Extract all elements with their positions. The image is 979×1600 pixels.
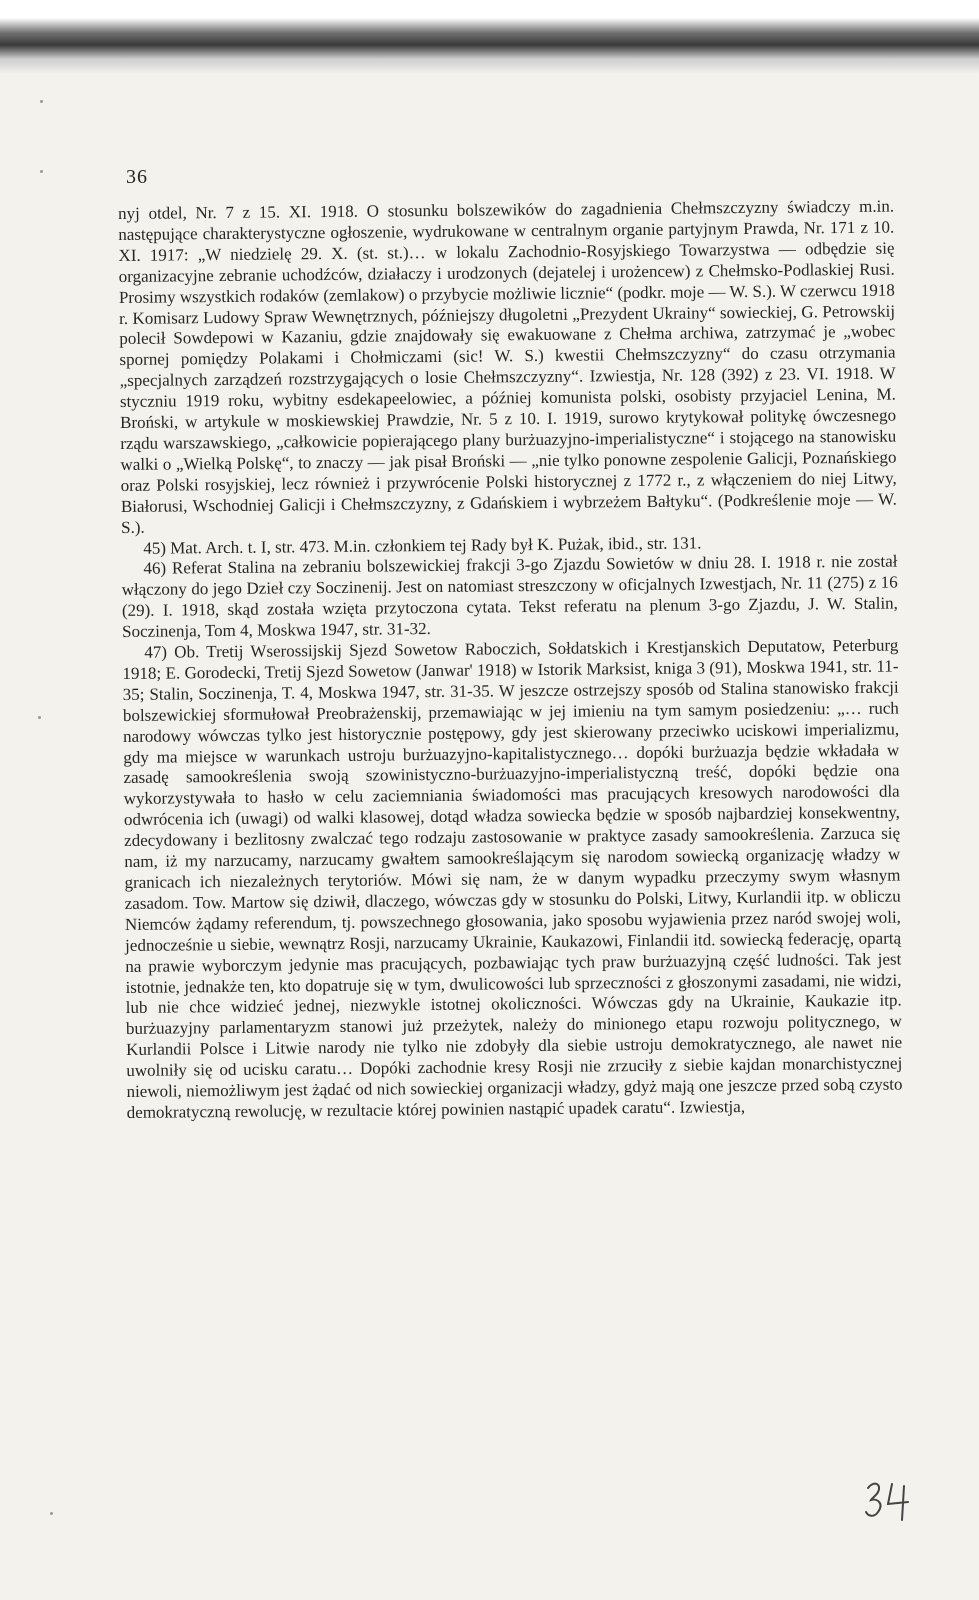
footnote-47: 47) Ob. Tretij Wserossijskij Sjezd Sowetow Raboczich, Sołdatskich i Krestjanskich Deputatow, Peterburg 1918; E. Gorodecki, Tretij Sjezd Sowetow (Janwar' 1918) w Istorik Marksist, kniga 3 (91), Moskwa 1941, str. 11-35; Stalin, Soczinenja, T. 4, Moskwa 1947, str. 31-35. W jeszcze ostrzejszy sposób od Stalina stanowisko frakcji bolszewickiej sformułował Preobrażenskij, przemawiając w jej imieniu na tym samym posiedzeniu: „… ruch narodowy wówczas tylko jest historycznie postępowy, gdy jest skierowany przeciwko uciskowi imperializmu, gdy ma miejsce w warunkach ustroju burżuazyjno-kapitalistycznego… dopóki burżuazja będzie wkładała w zasadę samookreślenia swoją szowinistyczno-burżuazyjno-imperialistyczną treść, dopóki będzie ona wykorzystywała to hasło w celu zaciemniania świadomości mas pracujących kresowych narodowości dla odwrócenia ich (uwagi) od walki klasowej, dotąd władza sowiecka będzie w sposób najbardziej konsekwentny, zdecydowany i bezlitosny zwalczać tego rodzaju zastosowanie w praktyce zasady samookreślenia. Zarzuca się nam, iż my narzucamy, narzucamy gwałtem samookreślającym się narodom sowiecką organizację władzy w granicach ich niezależnych terytoriów. Mówi się nam, że w danym wypadku przeczymy swym własnym zasadom. Tow. Martow się dziwił, dlaczego, wówczas gdy w stosunku do Polski, Litwy, Kurlandii itp. w obliczu Niemców żądamy referendum, tj. powszechnego głosowania, jako sposobu wyjawienia przez naród swojej woli, jednocześnie u siebie, wewnątrz Rosji, narzucamy Ukrainie, Kaukazowi, Finlandii itd. sowiecką federację, opartą na prawie wyborczym jedynie mas pracujących, pozbawiając tych praw burżuazyjną część ludności. Tak jest istotnie, jednakże ten, kto dopatruje się w tym, dwulicowości lub sprzeczności z głoszonymi zasadami, nie widzi, lub nie chce widzieć jednej, niezwykle istotnej okoliczności. Wówczas gdy na Ukrainie, Kaukazie itp. burżuazyjny parlamentaryzm stanowi już przeżytek, należy do minionego etapu rozwoju politycznego, w Kurlandii Polsce i Litwie narody nie tylko nie zdobyły dla siebie ustroju demokratycznego, ale nawet nie uwolniły się od ucisku caratu… Dopóki zachodnie kresy Rosji nie zrzuciły z siebie kajdan monarchistycznej niewoli, niemożliwym jest żądać od nich sowieckiej organizacji władzy, gdyż mają one jeszcze przed sobą czysto demokratyczną rewolucję, w rezultacie której powinien nastąpić upadek caratu“. Izwiestja, [122, 635, 903, 1122]
page-number: 36 [126, 166, 148, 188]
paragraph-main: nyj otdel, Nr. 7 z 15. XI. 1918. O stosunku bolszewików do zagadnienia Chełmszczyzny świadczy m.in. następujące charakterystyczne ogłoszenie, wydrukowane w centralnym organie partyjnym Prawda, Nr. 171 z 10. XI. 1917: „W niedzielę 29. X. (st. st.)… w lokalu Zachodnio-Rosyjskiego Towarzystwa — odbędzie się organizacyjne zebranie uchodźców, działaczy i urodzonych (dejatelej i urożencew) z Chełmsko-Podlaskiej Rusi. Prosimy wszystkich rodaków (zemlakow) o przybycie możliwie licznie“ (podkr. moje — W. S.). W czerwcu 1918 r. Komisarz Ludowy Spraw Wewnętrznych, późniejszy długoletni „Prezydent Ukrainy“ sowieckiej, G. Petrowskij polecił Sowdepowi w Kazaniu, gdzie znajdowały się ewakuowane z Chełma archiwa, zatrzymać je „wobec spornej pomiędzy Polakami i Chołmiczami (sic! W. S.) kwestii Chełmszczyzny“ do czasu otrzymania „specjalnych zarządzeń rozstrzygających o losie Chełmszczyzny“. Izwiestja, Nr. 128 (392) z 23. VI. 1918. W styczniu 1919 roku, wybitny esdekapeelowiec, a później komunista polski, osobisty przyjaciel Lenina, M. Broński, w artykule w moskiewskiej Prawdzie, Nr. 5 z 10. I. 1919, surowo krytykował politykę ówczesnego rządu warszawskiego, „całkowicie popierającego plany burżuazyjno-imperialistyczne“ i stojącego na stanowisku walki o „Wielką Polskę“, to znaczy — jak pisał Broński — „nie tylko ponowne zespolenie Galicji, Poznańskiego oraz Polski rosyjskiej, lecz również i przywrócenie Polski historycznej z 1772 r., z włączeniem do niej Litwy, Białorusi, Wschodniej Galicji i Chełmszczyzny, z Gdańskiem i wybrzeżem Bałtyku“. (Podkreślenie moje — W. S.). [118, 196, 897, 537]
scan-edge-shadow [0, 60, 979, 74]
document-body [118, 197, 903, 1124]
scan-edge-dark-band [0, 0, 979, 60]
footnote-45: 45) Mat. Arch. t. I, str. 473. M.in. członkiem tej Rady był K. Pużak, ibid., str. 131. [143, 532, 702, 558]
footnote-46: 46) Referat Stalina na zebraniu bolszewickiej frakcji 3-go Zjazdu Sowietów w dniu 28. I. 1918 r. nie został włączony do jego Dzieł czy Soczinenij. Jest on natomiast streszczony w oficjalnych Izwestjach, Nr. 11 (275) z 16 (29). I. 1918, skąd została wzięta przytoczona cytata. Tekst referatu na plenum 3-go Zjazdu, J. W. Stalin, Soczinenja, Tom 4, Moskwa 1947, str. 31-32. [121, 551, 898, 642]
handwritten-page-number [862, 1478, 918, 1524]
